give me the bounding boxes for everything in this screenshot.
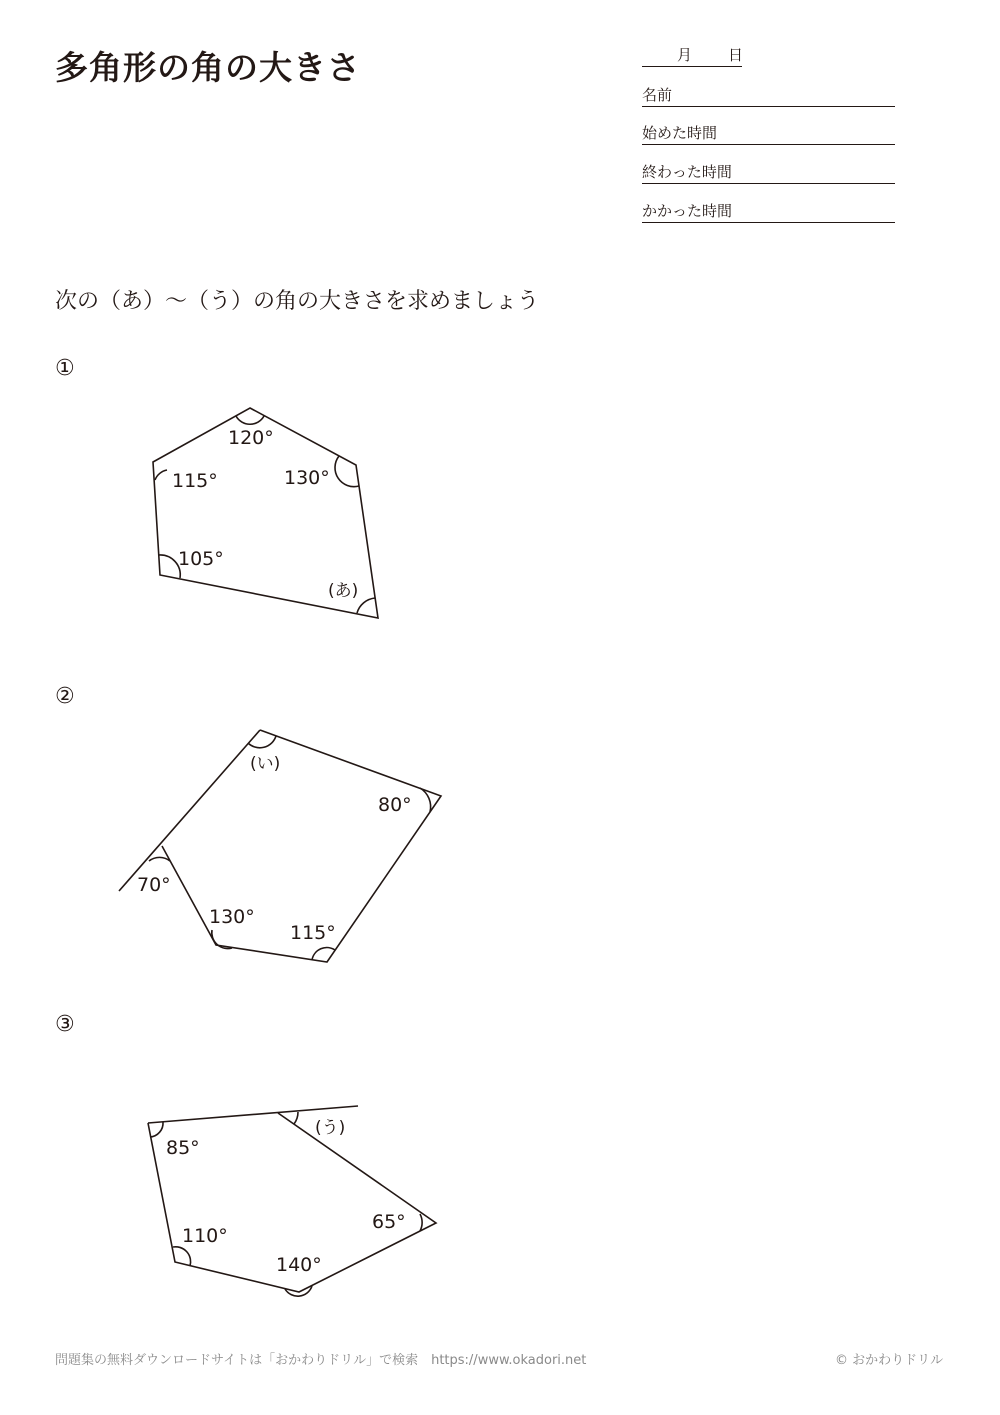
angle-label-3a: (う) xyxy=(315,1118,346,1138)
angle-label-2c: 70° xyxy=(137,874,171,896)
end-time-label: 終わった時間 xyxy=(642,163,732,181)
angle-label-3e: 140° xyxy=(276,1254,322,1276)
angle-label-3c: 65° xyxy=(372,1211,406,1233)
problem-number-1: ① xyxy=(55,356,75,381)
angle-label-1e: (あ) xyxy=(328,581,359,601)
angle-label-1c: 130° xyxy=(284,467,330,489)
angle-arc-2e xyxy=(312,948,335,960)
angle-label-1d: 105° xyxy=(178,548,224,570)
angle-arc-3b xyxy=(150,1122,163,1137)
name-label: 名前 xyxy=(642,86,673,104)
angle-label-1b: 115° xyxy=(172,470,218,492)
angle-arc-2c xyxy=(149,857,170,861)
angle-label-1a: 120° xyxy=(228,427,274,449)
angle-arc-1a xyxy=(236,416,264,424)
angle-label-2d: 130° xyxy=(209,906,255,928)
angle-label-3b: 85° xyxy=(166,1137,200,1159)
angle-label-3d: 110° xyxy=(182,1225,228,1247)
angle-arc-1c xyxy=(155,470,167,480)
angle-label-2b: 80° xyxy=(378,794,412,816)
page-title: 多角形の角の大きさ xyxy=(55,48,361,87)
day-label: 日 xyxy=(728,46,744,64)
problem-number-2: ② xyxy=(55,684,75,709)
angle-label-2a: (い) xyxy=(250,754,281,774)
angle-arc-3c xyxy=(420,1214,422,1231)
problem-number-3: ③ xyxy=(55,1012,75,1037)
elapsed-time-label: かかった時間 xyxy=(642,202,733,220)
angle-arc-3a xyxy=(294,1112,298,1124)
angle-arc-1e xyxy=(357,598,375,613)
instruction: 次の（あ）～（う）の角の大きさを求めましょう xyxy=(55,289,540,314)
angle-label-2e: 115° xyxy=(290,922,336,944)
footer-text: 問題集の無料ダウンロードサイトは「おかわりドリル」で検索 https://www.okadori.net xyxy=(55,1353,587,1368)
copyright: © おかわりドリル xyxy=(835,1353,944,1368)
month-label: 月 xyxy=(677,46,693,64)
start-time-label: 始めた時間 xyxy=(642,124,718,142)
extension-line-2 xyxy=(119,730,260,891)
